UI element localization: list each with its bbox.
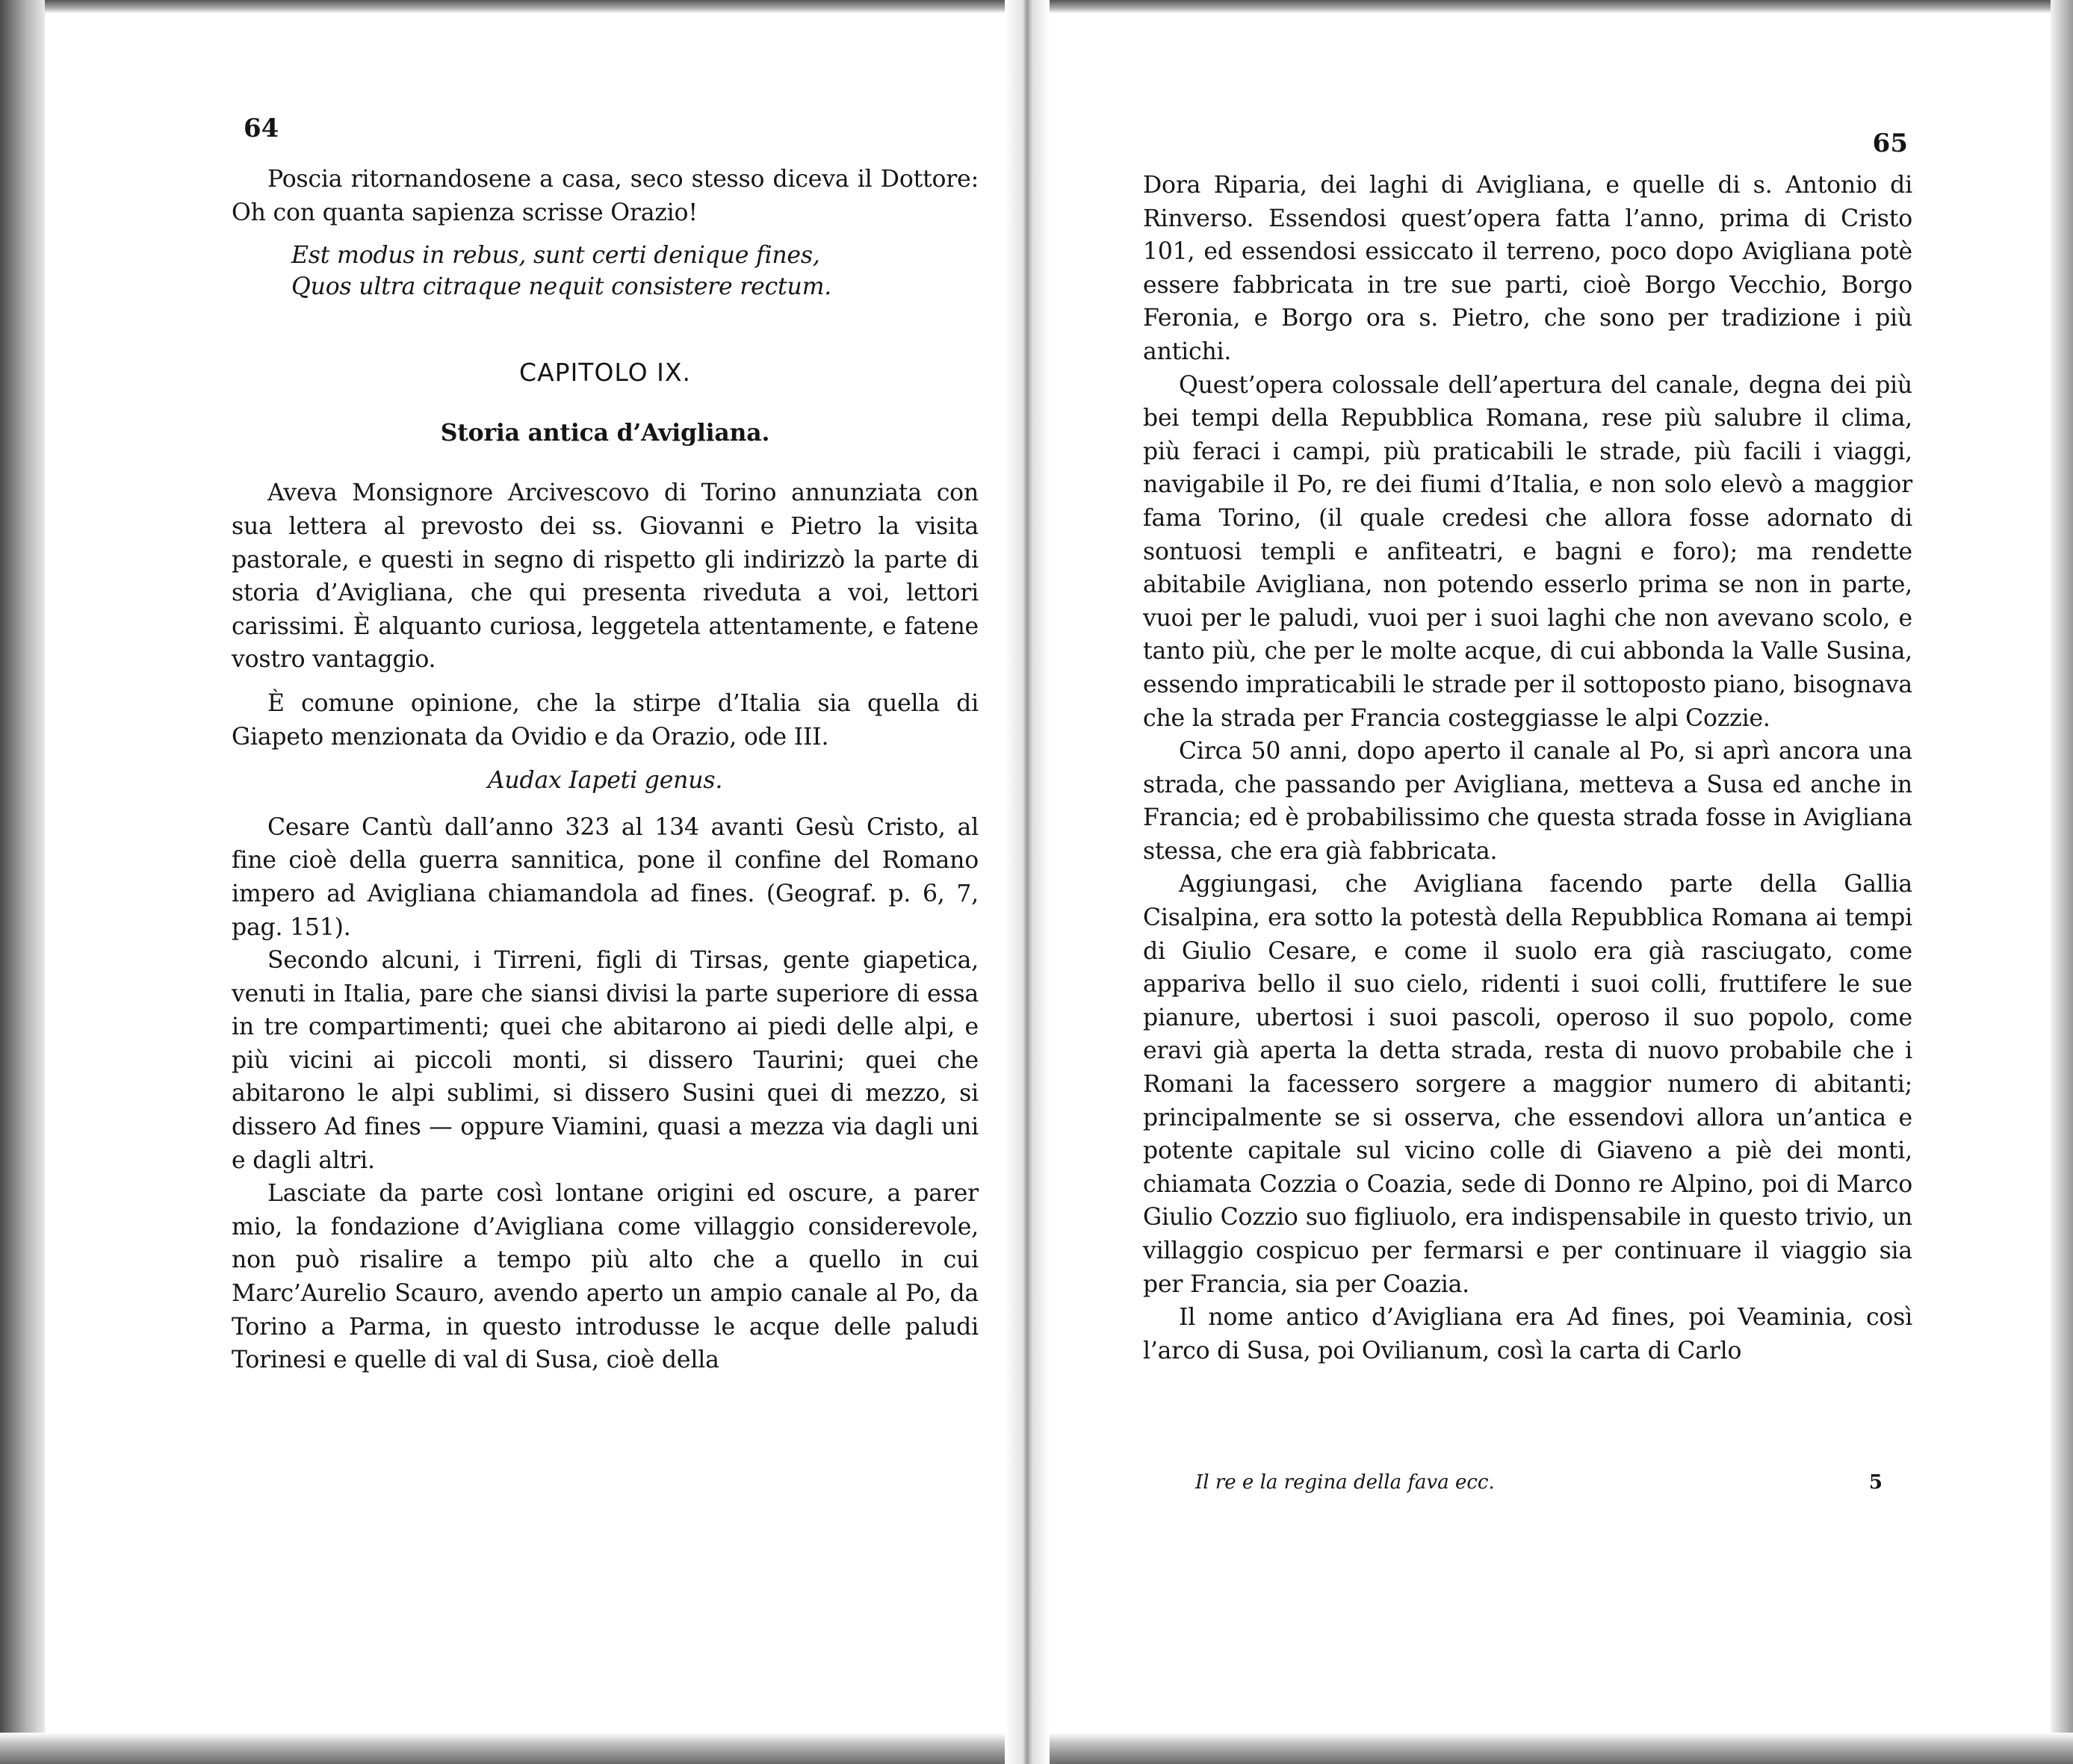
left-page: [217, 0, 979, 1764]
chapter-title: Storia antica d’Avigliana.: [440, 418, 770, 447]
paragraph: Aveva Monsignore Arcivescovo di Torino annunziata con sua lettera al prevosto dei ss. Giovanni e Pietro la visita pastorale, e questi in segno di rispetto gli indirizzò la parte di storia d’Avigliana, che qui presenta riveduta a voi, lettori carissimi. È alquanto curiosa, leggetela attentamente, e fatene vostro vantaggio.: [232, 479, 979, 674]
page-edge-right: [2051, 0, 2073, 1764]
paragraph: Circa 50 anni, dopo aperto il canale al Po, si aprì ancora una strada, che passando per Avigliana, metteva a Susa ed anche in Francia; ed è probabilissimo che questa strada fosse in Avigliana stessa, che era già fabbricata.: [1143, 738, 1912, 865]
left-page-text: [232, 163, 979, 1377]
paragraph: Aggiungasi, che Avigliana facendo parte della Gallia Cisalpina, era sotto la potestà della Repubblica Romana ai tempi di Giulio Cesare, e come il suolo era già rasciugato, come appariva bello il suo cielo, ridenti i suoi colli, fruttifere le sue pianure, ubertosi i suoi pascoli, operoso il suo popolo, come eravi già aperta la detta strada, resta di nuovo probabile che i Romani la facessero sorgere a maggior numero di abitanti; principalmente se si osserva, che essendovi allora un’antica e potente capitale sul vicino colle di Giaveno a piè dei monti, chiamata Cozzia o Coazia, sede di Donno re Alpino, poi di Marco Giulio Cozzio suo figliuolo, era indispensabile in questo trivio, un villaggio cospicuo per fermarsi e per continuare il viaggio sia per Francia, sia per Coazia.: [1143, 871, 1912, 1298]
page-number: 64: [244, 114, 279, 143]
right-page-text: [1143, 169, 1912, 1367]
page-edge-left: [0, 0, 45, 1764]
signature-mark: 5: [1868, 1471, 1883, 1494]
paragraph: Il nome antico d’Avigliana era Ad fines, poi Veaminia, così l’arco di Susa, poi Ovilianum, così la carta di Carlo: [1143, 1304, 1912, 1364]
verse-block: [232, 240, 979, 302]
chapter-heading: CAPITOLO IX.: [519, 358, 691, 388]
paragraph: È comune opinione, che la stirpe d’Italia sia quella di Giapeto menzionata da Ovidio e da Orazio, ode III.: [232, 689, 979, 751]
paragraph: Quest’opera colossale dell’apertura del canale, degna dei più bei tempi della Repubblica Romana, rese più salubre il clima, più feraci i campi, più praticabili le strade, più facili i viaggi, navigabile il Po, re dei fiumi d’Italia, e non solo elevò a maggior fama Torino, (il quale credesi che allora fosse adornato di sontuosi templi e anfiteatri, e bagni e foro); ma rendette abitabile Avigliana, non potendo esserlo prima se non in parte, vuoi per le paludi, vuoi per i suoi laghi che non avevano scolo, e tanto più, che per le molte acque, di cui abbonda la Valle Susina, essendo impraticabili le strade per il sottoposto piano, bisognava che la strada per Francia costeggiasse le alpi Cozzie.: [1143, 371, 1912, 732]
paragraph: Lasciate da parte così lontane origini ed oscure, a parer mio, la fondazione d’Avigliana come villaggio considerevole, non può risalire a tempo più alto che a quello in cui Marc’Aurelio Scauro, avendo aperto un ampio canale al Po, da Torino a Parma, in questo introdusse le acque delle paludi Torinesi e quelle di val di Susa, cioè della: [232, 1180, 979, 1374]
right-page: [1143, 0, 1912, 1764]
book-gutter: [1005, 0, 1050, 1764]
page-number: 65: [1872, 128, 1908, 158]
footer-title: Il re e la regina della fava ecc.: [1195, 1471, 1495, 1494]
verse-line: Quos ultra citraque nequit consistere rectum.: [291, 273, 832, 301]
paragraph: Poscia ritornandosene a casa, seco stesso diceva il Dottore: Oh con quanta sapienza scrisse Orazio!: [232, 166, 979, 226]
latin-quote: Audax Iapeti genus.: [487, 767, 723, 795]
paragraph: Secondo alcuni, i Tirreni, figli di Tirsas, gente giapetica, venuti in Italia, pare che siansi divisi la parte superiore di essa in tre compartimenti; quei che abitarono ai piedi delle alpi, e più vicini ai piccoli monti, si dissero Taurini; quei che abitarono le alpi sublimi, si dissero Susini quei di mezzo, si dissero Ad fines — oppure Viamini, quasi a mezza via dagli uni e dagli altri.: [232, 947, 979, 1174]
paragraph: Dora Riparia, dei laghi di Avigliana, e quelle di s. Antonio di Rinverso. Essendosi quest’opera fatta l’anno, prima di Cristo 101, ed essendosi essiccato il terreno, poco dopo Avigliana potè essere fabbricata in tre sue parti, cioè Borgo Vecchio, Borgo Feronia, e Borgo ora s. Pietro, che sono per tradizione i più antichi.: [1143, 172, 1912, 365]
verse-line: Est modus in rebus, sunt certi denique fines,: [291, 242, 820, 270]
paragraph: Cesare Cantù dall’anno 323 al 134 avanti Gesù Cristo, al fine cioè della guerra sannitica, pone il confine del Romano impero ad Avigliana chiamandola ad fines. (Geograf. p. 6, 7, pag. 151).: [232, 813, 979, 941]
